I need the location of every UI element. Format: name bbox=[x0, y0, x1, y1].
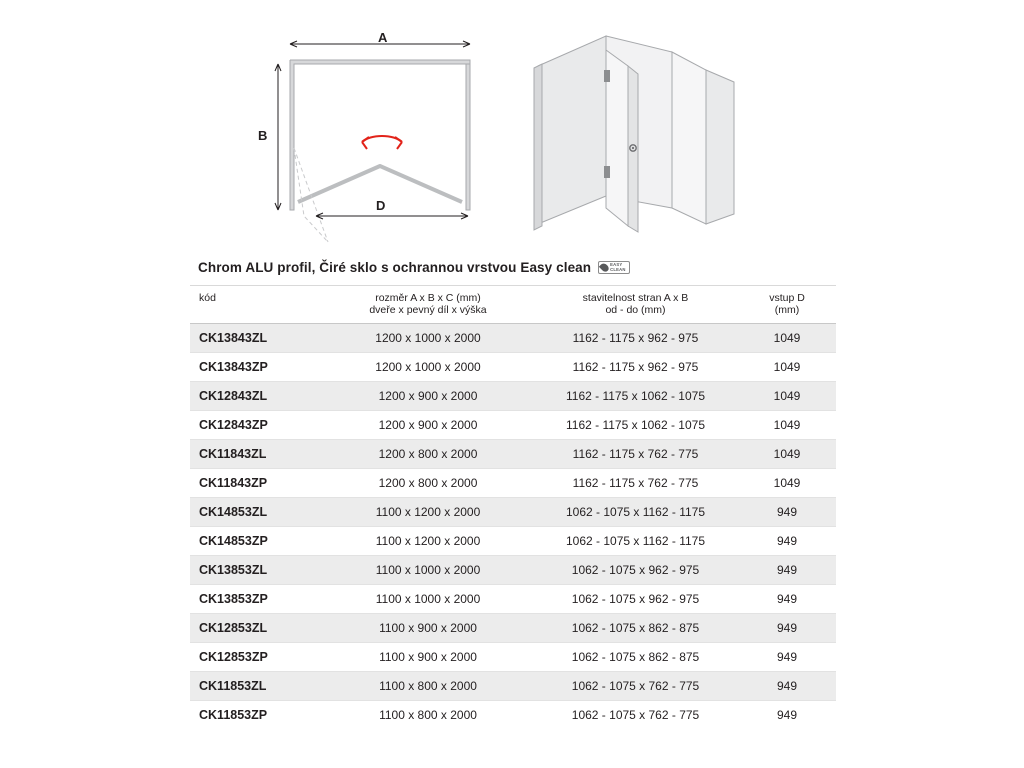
cell-entry: 949 bbox=[738, 643, 836, 672]
perspective-view-shower-enclosure bbox=[520, 18, 750, 243]
cell-adjust: 1162 - 1175 x 962 - 975 bbox=[533, 324, 738, 353]
cell-size: 1100 x 900 x 2000 bbox=[323, 614, 533, 643]
cell-size: 1200 x 1000 x 2000 bbox=[323, 324, 533, 353]
cell-code: CK13853ZL bbox=[190, 556, 323, 585]
cell-adjust: 1162 - 1175 x 962 - 975 bbox=[533, 353, 738, 382]
table-row bbox=[190, 614, 836, 643]
cell-code: CK11843ZL bbox=[190, 440, 323, 469]
cell-code: CK12843ZL bbox=[190, 382, 323, 411]
cell-adjust: 1062 - 1075 x 862 - 875 bbox=[533, 643, 738, 672]
dimension-line-d bbox=[316, 213, 468, 219]
cell-adjust: 1062 - 1075 x 1162 - 1175 bbox=[533, 498, 738, 527]
cell-code: CK14853ZL bbox=[190, 498, 323, 527]
cell-entry: 949 bbox=[738, 614, 836, 643]
cell-size: 1100 x 800 x 2000 bbox=[379, 708, 477, 722]
cell-entry: 949 bbox=[776, 708, 798, 722]
cell-entry: 1049 bbox=[738, 411, 836, 440]
cell-size: 1200 x 1000 x 2000 bbox=[323, 353, 533, 382]
spec-table-head bbox=[190, 286, 836, 324]
table-row bbox=[190, 382, 836, 411]
page-title: Chrom ALU profil, Čiré sklo s ochrannou vrstvou Easy clean bbox=[198, 260, 592, 275]
table-row bbox=[190, 498, 836, 527]
cell-entry: 1049 bbox=[738, 324, 836, 353]
table-row bbox=[190, 701, 836, 730]
easy-clean-badge bbox=[598, 261, 629, 274]
cell-size: 1200 x 800 x 2000 bbox=[323, 440, 533, 469]
cell-adjust: 1062 - 1075 x 962 - 975 bbox=[533, 556, 738, 585]
cell-adjust: 1162 - 1175 x 1062 - 1075 bbox=[533, 411, 738, 440]
column-header-size bbox=[323, 286, 533, 324]
cell-size: 1100 x 800 x 2000 bbox=[323, 672, 533, 701]
cell-size: 1200 x 900 x 2000 bbox=[323, 382, 533, 411]
cell-adjust: 1062 - 1075 x 762 - 775 bbox=[533, 672, 738, 701]
cell-adjust: 1062 - 1075 x 1162 - 1175 bbox=[533, 527, 738, 556]
column-header-adjust bbox=[533, 286, 738, 324]
column-header-entry-line1: vstup D bbox=[769, 292, 805, 304]
cell-code: CK13843ZP bbox=[190, 353, 323, 382]
table-row bbox=[190, 469, 836, 498]
cell-adjust: 1162 - 1175 x 1062 - 1075 bbox=[533, 382, 738, 411]
cell-entry: 949 bbox=[738, 672, 836, 701]
cell-code: CK12853ZL bbox=[190, 614, 323, 643]
cell-size: 1100 x 900 x 2000 bbox=[323, 643, 533, 672]
cell-entry: 949 bbox=[738, 585, 836, 614]
cell-code: CK14853ZP bbox=[190, 527, 323, 556]
cell-size: 1200 x 900 x 2000 bbox=[323, 411, 533, 440]
table-row bbox=[190, 527, 836, 556]
spec-table-title-row bbox=[190, 252, 836, 286]
table-row bbox=[190, 643, 836, 672]
cell-code: CK13853ZP bbox=[190, 585, 323, 614]
column-header-adjust-line2: od - do (mm) bbox=[605, 304, 666, 316]
dimension-label-a: A bbox=[378, 30, 388, 45]
top-view-shower-enclosure bbox=[258, 20, 498, 245]
cell-size: 1100 x 1200 x 2000 bbox=[323, 527, 533, 556]
dimension-label-d: D bbox=[376, 198, 386, 213]
cell-adjust: 1062 - 1075 x 962 - 975 bbox=[533, 585, 738, 614]
cell-code: CK13843ZL bbox=[190, 324, 323, 353]
column-header-code bbox=[190, 286, 323, 324]
water-drop-icon bbox=[599, 262, 610, 273]
table-row bbox=[190, 585, 836, 614]
cell-entry: 1049 bbox=[738, 440, 836, 469]
column-header-size-line1: rozměr A x B x C (mm) bbox=[375, 292, 481, 304]
table-row bbox=[190, 556, 836, 585]
cell-size: 1100 x 1000 x 2000 bbox=[323, 556, 533, 585]
cell-adjust: 1062 - 1075 x 862 - 875 bbox=[533, 614, 738, 643]
dimension-label-b: B bbox=[258, 128, 268, 143]
swing-arrow-icon bbox=[362, 136, 402, 149]
column-header-entry-line2: (mm) bbox=[774, 304, 800, 316]
cell-adjust: 1162 - 1175 x 762 - 775 bbox=[533, 440, 738, 469]
cell-code: CK11853ZP bbox=[199, 708, 268, 722]
perspective-view-svg bbox=[520, 18, 750, 243]
hinge-upper-icon bbox=[604, 70, 610, 82]
cell-entry: 1049 bbox=[738, 382, 836, 411]
table-row bbox=[190, 672, 836, 701]
cell-size: 1100 x 1000 x 2000 bbox=[323, 585, 533, 614]
technical-drawings bbox=[0, 0, 1024, 250]
spec-table-block bbox=[190, 252, 836, 729]
cell-code: CK11843ZP bbox=[190, 469, 323, 498]
easy-clean-line2: CLEAN bbox=[610, 266, 626, 272]
table-row bbox=[190, 353, 836, 382]
easy-clean-line1: EASY bbox=[610, 261, 623, 267]
cell-code: CK12853ZP bbox=[190, 643, 323, 672]
table-row bbox=[190, 440, 836, 469]
column-header-size-line2: dveře x pevný díl x výška bbox=[369, 304, 487, 316]
cell-adjust: 1062 - 1075 x 762 - 775 bbox=[571, 708, 700, 722]
cell-size: 1100 x 1200 x 2000 bbox=[323, 498, 533, 527]
table-header-row bbox=[190, 286, 836, 324]
cell-entry: 1049 bbox=[738, 469, 836, 498]
table-row bbox=[190, 324, 836, 353]
cell-entry: 949 bbox=[738, 527, 836, 556]
cell-code: CK12843ZP bbox=[190, 411, 323, 440]
spec-table bbox=[190, 286, 836, 729]
hinge-lower-icon bbox=[604, 166, 610, 178]
easy-clean-label bbox=[610, 263, 625, 272]
cell-entry: 949 bbox=[738, 498, 836, 527]
cell-size: 1200 x 800 x 2000 bbox=[323, 469, 533, 498]
table-row bbox=[190, 411, 836, 440]
column-header-entry bbox=[738, 286, 836, 324]
cell-adjust: 1162 - 1175 x 762 - 775 bbox=[533, 469, 738, 498]
dimension-line-b bbox=[275, 64, 281, 210]
spec-table-body bbox=[190, 324, 836, 730]
cell-code: CK11853ZL bbox=[190, 672, 323, 701]
cell-entry: 1049 bbox=[738, 353, 836, 382]
column-header-code-label: kód bbox=[199, 292, 216, 304]
cell-entry: 949 bbox=[738, 556, 836, 585]
column-header-adjust-line1: stavitelnost stran A x B bbox=[582, 292, 689, 304]
